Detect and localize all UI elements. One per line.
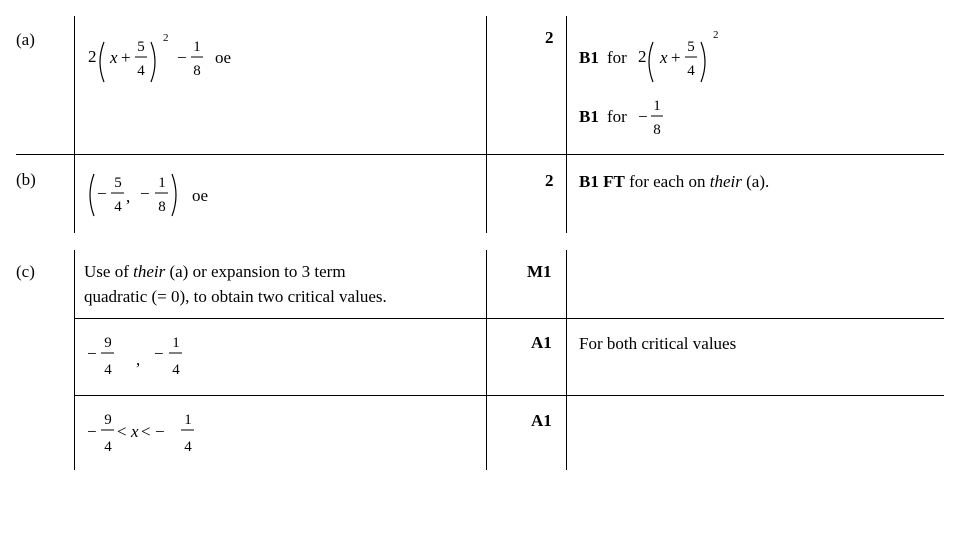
part-label-a: (a) bbox=[16, 30, 35, 49]
row-divider-2 bbox=[74, 395, 944, 396]
exponent: 2 bbox=[163, 32, 169, 44]
divider-col2 bbox=[486, 16, 487, 233]
answer-c-line1 bbox=[84, 261, 346, 283]
text-italic: their bbox=[133, 262, 166, 281]
guidance-text-before: for each on bbox=[629, 172, 706, 191]
for-text: for bbox=[607, 48, 627, 67]
open-paren bbox=[100, 42, 104, 82]
coef: 2 bbox=[88, 47, 97, 66]
lt-2: < bbox=[141, 422, 151, 441]
frac1-num: 9 bbox=[104, 335, 112, 351]
marks-a: 2 bbox=[545, 28, 554, 47]
minus-sign: − bbox=[177, 48, 187, 67]
frac-den: 4 bbox=[687, 63, 695, 79]
frac2-num: 1 bbox=[158, 175, 166, 191]
frac2-num: 1 bbox=[193, 39, 201, 55]
guidance-italic: their bbox=[709, 172, 742, 191]
b1-label: B1 bbox=[579, 48, 599, 67]
b1ft-label: B1 FT bbox=[579, 172, 625, 191]
divider-col2 bbox=[486, 250, 487, 470]
plus-sign: + bbox=[121, 48, 131, 67]
divider-col1 bbox=[74, 250, 75, 470]
frac2-num: 1 bbox=[172, 335, 180, 351]
variable-x: x bbox=[660, 48, 668, 67]
part-label-c: (c) bbox=[16, 262, 35, 281]
minus-sign: − bbox=[638, 107, 648, 126]
b1-label: B1 bbox=[579, 107, 599, 126]
frac1-num: 5 bbox=[114, 175, 122, 191]
divider-col3 bbox=[566, 250, 567, 470]
guidance-b bbox=[579, 171, 769, 193]
oe-label: oe bbox=[215, 48, 232, 67]
minus-1: − bbox=[87, 422, 97, 441]
variable-x: x bbox=[131, 422, 139, 441]
exponent: 2 bbox=[713, 29, 719, 41]
oe-label: oe bbox=[192, 186, 209, 205]
marks-c-a1-first: A1 bbox=[531, 333, 552, 352]
answer-c-inequality bbox=[84, 406, 224, 464]
plus-sign: + bbox=[671, 48, 681, 67]
frac2-den: 8 bbox=[158, 199, 166, 215]
answer-a-expression bbox=[84, 24, 254, 94]
frac-num: 5 bbox=[687, 39, 695, 55]
answer-c-line2: quadratic (= 0), to obtain two critical values. bbox=[84, 287, 387, 306]
frac-den: 8 bbox=[653, 122, 661, 138]
frac1-num: 5 bbox=[137, 39, 145, 55]
row-divider bbox=[16, 154, 944, 155]
variable-x: x bbox=[110, 48, 118, 67]
text-after: (a) or expansion to 3 term bbox=[169, 262, 346, 281]
marks-c-m1: M1 bbox=[527, 262, 552, 281]
comma: , bbox=[136, 350, 141, 369]
frac-num: 1 bbox=[653, 98, 661, 114]
guidance-a-line2 bbox=[577, 92, 697, 148]
comma: , bbox=[126, 187, 131, 206]
coef: 2 bbox=[638, 47, 647, 66]
close-paren bbox=[151, 42, 155, 82]
divider-col1 bbox=[74, 16, 75, 233]
row-divider-1 bbox=[74, 318, 944, 319]
minus-2: − bbox=[154, 344, 164, 363]
divider-col3 bbox=[566, 16, 567, 233]
frac1-den: 4 bbox=[104, 439, 112, 455]
part-label-b: (b) bbox=[16, 170, 36, 189]
guidance-text-after: (a). bbox=[746, 172, 770, 191]
minus-1: − bbox=[87, 344, 97, 363]
minus-2: − bbox=[140, 184, 150, 203]
frac1-den: 4 bbox=[137, 63, 145, 79]
for-text: for bbox=[607, 107, 627, 126]
frac1-num: 9 bbox=[104, 412, 112, 428]
lt-1: < bbox=[117, 422, 127, 441]
frac1-den: 4 bbox=[104, 362, 112, 378]
answer-b-coordinates bbox=[84, 166, 234, 230]
guidance-c-critical: For both critical values bbox=[579, 334, 737, 353]
frac2-den: 4 bbox=[172, 362, 180, 378]
frac1-den: 4 bbox=[114, 199, 122, 215]
frac2-den: 8 bbox=[193, 63, 201, 79]
marks-c-a1-second: A1 bbox=[531, 411, 552, 430]
text-before: Use of bbox=[84, 262, 129, 281]
minus-2: − bbox=[155, 422, 165, 441]
guidance-a-line1 bbox=[577, 24, 757, 94]
minus-1: − bbox=[97, 184, 107, 203]
frac2-den: 4 bbox=[184, 439, 192, 455]
answer-c-critical-values bbox=[84, 330, 204, 388]
frac2-num: 1 bbox=[184, 412, 192, 428]
marks-b: 2 bbox=[545, 171, 554, 190]
